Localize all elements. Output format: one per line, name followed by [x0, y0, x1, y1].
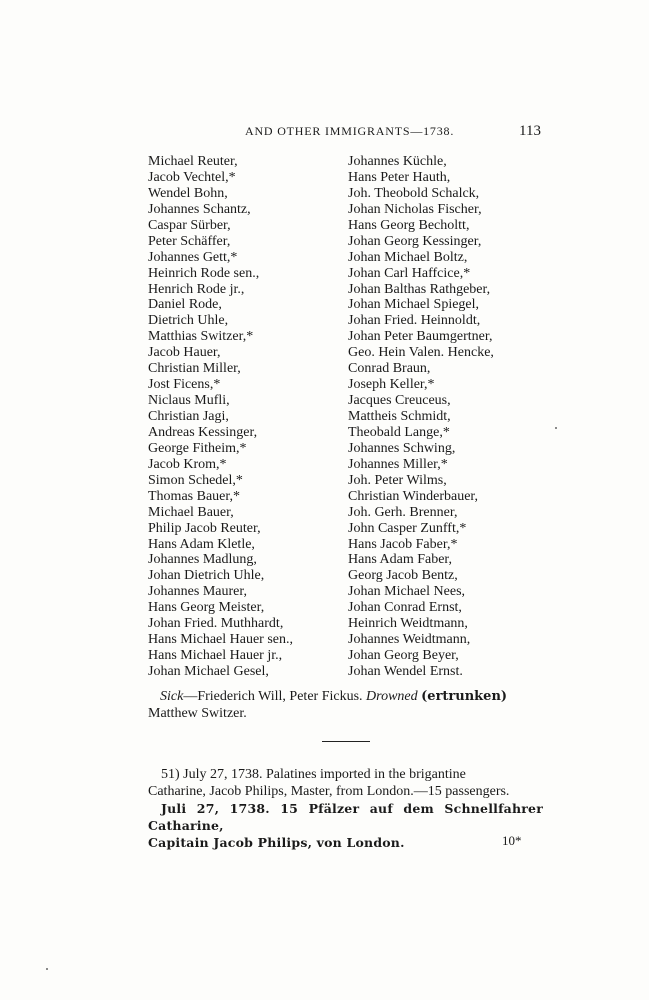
passenger-name: Thomas Bauer,* [148, 488, 240, 504]
passenger-name: Dietrich Uhle, [148, 313, 229, 329]
passenger-name: Johannes Maurer, [148, 584, 247, 600]
passenger-name: Johan Fried. Muthhardt, [148, 616, 284, 632]
passenger-name: Joh. Gerh. Brenner, [348, 504, 458, 520]
passenger-name: Caspar Sürber, [148, 217, 231, 233]
passenger-name: Joseph Keller,* [348, 377, 435, 393]
passenger-name: Johan Conrad Ernst, [348, 600, 462, 616]
passenger-name: Hans Peter Hauth, [348, 169, 451, 185]
passenger-name: Joh. Theobold Schalck, [348, 185, 480, 201]
passenger-name: John Casper Zunfft,* [348, 520, 467, 536]
ship-entry [148, 766, 543, 851]
passenger-name: Christian Jagi, [148, 409, 229, 424]
sick-names: —Friederich Will, Peter Fickus. [183, 689, 363, 704]
passenger-name: Johan Wendel Ernst. [348, 664, 463, 679]
passenger-name: Michael Reuter, [148, 154, 238, 169]
passenger-list-left-column [148, 154, 338, 680]
passenger-name: Johan Georg Beyer, [348, 648, 459, 664]
passenger-name: Johan Michael Spiegel, [348, 297, 480, 313]
passenger-name: Georg Jacob Bentz, [348, 568, 458, 584]
entry-english-line1: 51) July 27, 1738. Palatines imported in the brigantine [161, 767, 466, 782]
passenger-name: Johannes Schwing, [348, 440, 456, 456]
entry-english-line2: Catharine, Jacob Philips, Master, from London.—15 passengers. [148, 784, 510, 799]
passenger-name: Michael Bauer, [148, 504, 234, 520]
paper-speck [555, 427, 557, 429]
passenger-name: Johannes Gett,* [148, 249, 238, 265]
passenger-name: Christian Miller, [148, 361, 241, 377]
passenger-name: Henrich Rode jr., [148, 281, 245, 297]
passenger-name: Conrad Braun, [348, 361, 431, 377]
passenger-name: Jacob Vechtel,* [148, 169, 236, 185]
passenger-name: Johan Nicholas Fischer, [348, 201, 482, 217]
passenger-name: Johan Balthas Rathgeber, [348, 281, 491, 297]
passenger-name: Johan Dietrich Uhle, [148, 568, 265, 584]
passenger-name: Johan Georg Kessinger, [348, 233, 482, 249]
passenger-name: Johannes Madlung, [148, 552, 257, 568]
running-header [0, 124, 649, 142]
passenger-name: Mattheis Schmidt, [348, 409, 451, 424]
signature-mark: 10* [502, 833, 522, 848]
passenger-name: Johannes Weidtmann, [348, 632, 471, 648]
passenger-name: Wendel Bohn, [148, 185, 228, 201]
passenger-list-right-column [348, 154, 608, 680]
passenger-name: Christian Winderbauer, [348, 488, 479, 504]
passenger-name: Hans Jacob Faber,* [348, 536, 458, 552]
page-number: 113 [519, 123, 541, 139]
passenger-name: Johannes Küchle, [348, 154, 447, 169]
passenger-name: Philip Jacob Reuter, [148, 520, 261, 536]
casualty-note-line1 [148, 688, 528, 705]
passenger-name: Niclaus Mufli, [148, 393, 230, 409]
passenger-name: Simon Schedel,* [148, 472, 243, 488]
entry-german-line1: Juli 27, 1738. 15 Pfälzer auf dem Schnellfahrer Catharine, [148, 801, 543, 833]
passenger-name: Heinrich Weidtmann, [348, 616, 468, 632]
passenger-name: Jacob Hauer, [148, 345, 221, 361]
passenger-name: George Fitheim,* [148, 440, 247, 456]
passenger-name: Theobald Lange,* [348, 424, 450, 440]
passenger-name: Matthias Switzer,* [148, 329, 254, 345]
passenger-name: Hans Adam Faber, [348, 552, 453, 568]
passenger-name: Hans Georg Becholtt, [348, 217, 470, 233]
passenger-name: Hans Georg Meister, [148, 600, 265, 616]
passenger-name: Jacob Krom,* [148, 456, 227, 472]
passenger-name: Andreas Kessinger, [148, 424, 258, 440]
running-title: AND OTHER IMMIGRANTS—1738. [245, 124, 455, 138]
passenger-name: Daniel Rode, [148, 297, 222, 313]
passenger-name: Hans Michael Hauer sen., [148, 632, 294, 648]
passenger-name: Joh. Peter Wilms, [348, 472, 447, 488]
passenger-name: Peter Schäffer, [148, 233, 231, 249]
passenger-name: Johan Fried. Heinnoldt, [348, 313, 481, 329]
passenger-name: Johan Carl Haffcice,* [348, 265, 471, 281]
passenger-name: Johannes Schantz, [148, 201, 251, 217]
passenger-name: Heinrich Rode sen., [148, 265, 260, 281]
passenger-name: Johan Michael Boltz, [348, 249, 468, 265]
passenger-name: Hans Adam Kletle, [148, 536, 255, 552]
passenger-name: Jacques Creuceus, [348, 393, 451, 409]
paper-speck [46, 968, 48, 970]
passenger-name: Johannes Miller,* [348, 456, 448, 472]
casualty-note-line2: Matthew Switzer. [148, 706, 247, 721]
passenger-name: Johan Michael Nees, [348, 584, 466, 600]
passenger-name: Johan Michael Gesel, [148, 664, 269, 679]
sick-label: Sick [160, 689, 184, 704]
passenger-name: Johan Peter Baumgertner, [348, 329, 493, 345]
section-divider [322, 741, 370, 742]
passenger-name: Jost Ficens,* [148, 377, 221, 393]
drowned-label: Drowned [366, 689, 418, 704]
drowned-german: (ertrunken) [421, 689, 508, 704]
passenger-name: Hans Michael Hauer jr., [148, 648, 283, 664]
entry-german-line2: Capitain Jacob Philips, von London. [148, 835, 405, 850]
casualty-note [148, 688, 528, 722]
passenger-name: Geo. Hein Valen. Hencke, [348, 345, 494, 361]
